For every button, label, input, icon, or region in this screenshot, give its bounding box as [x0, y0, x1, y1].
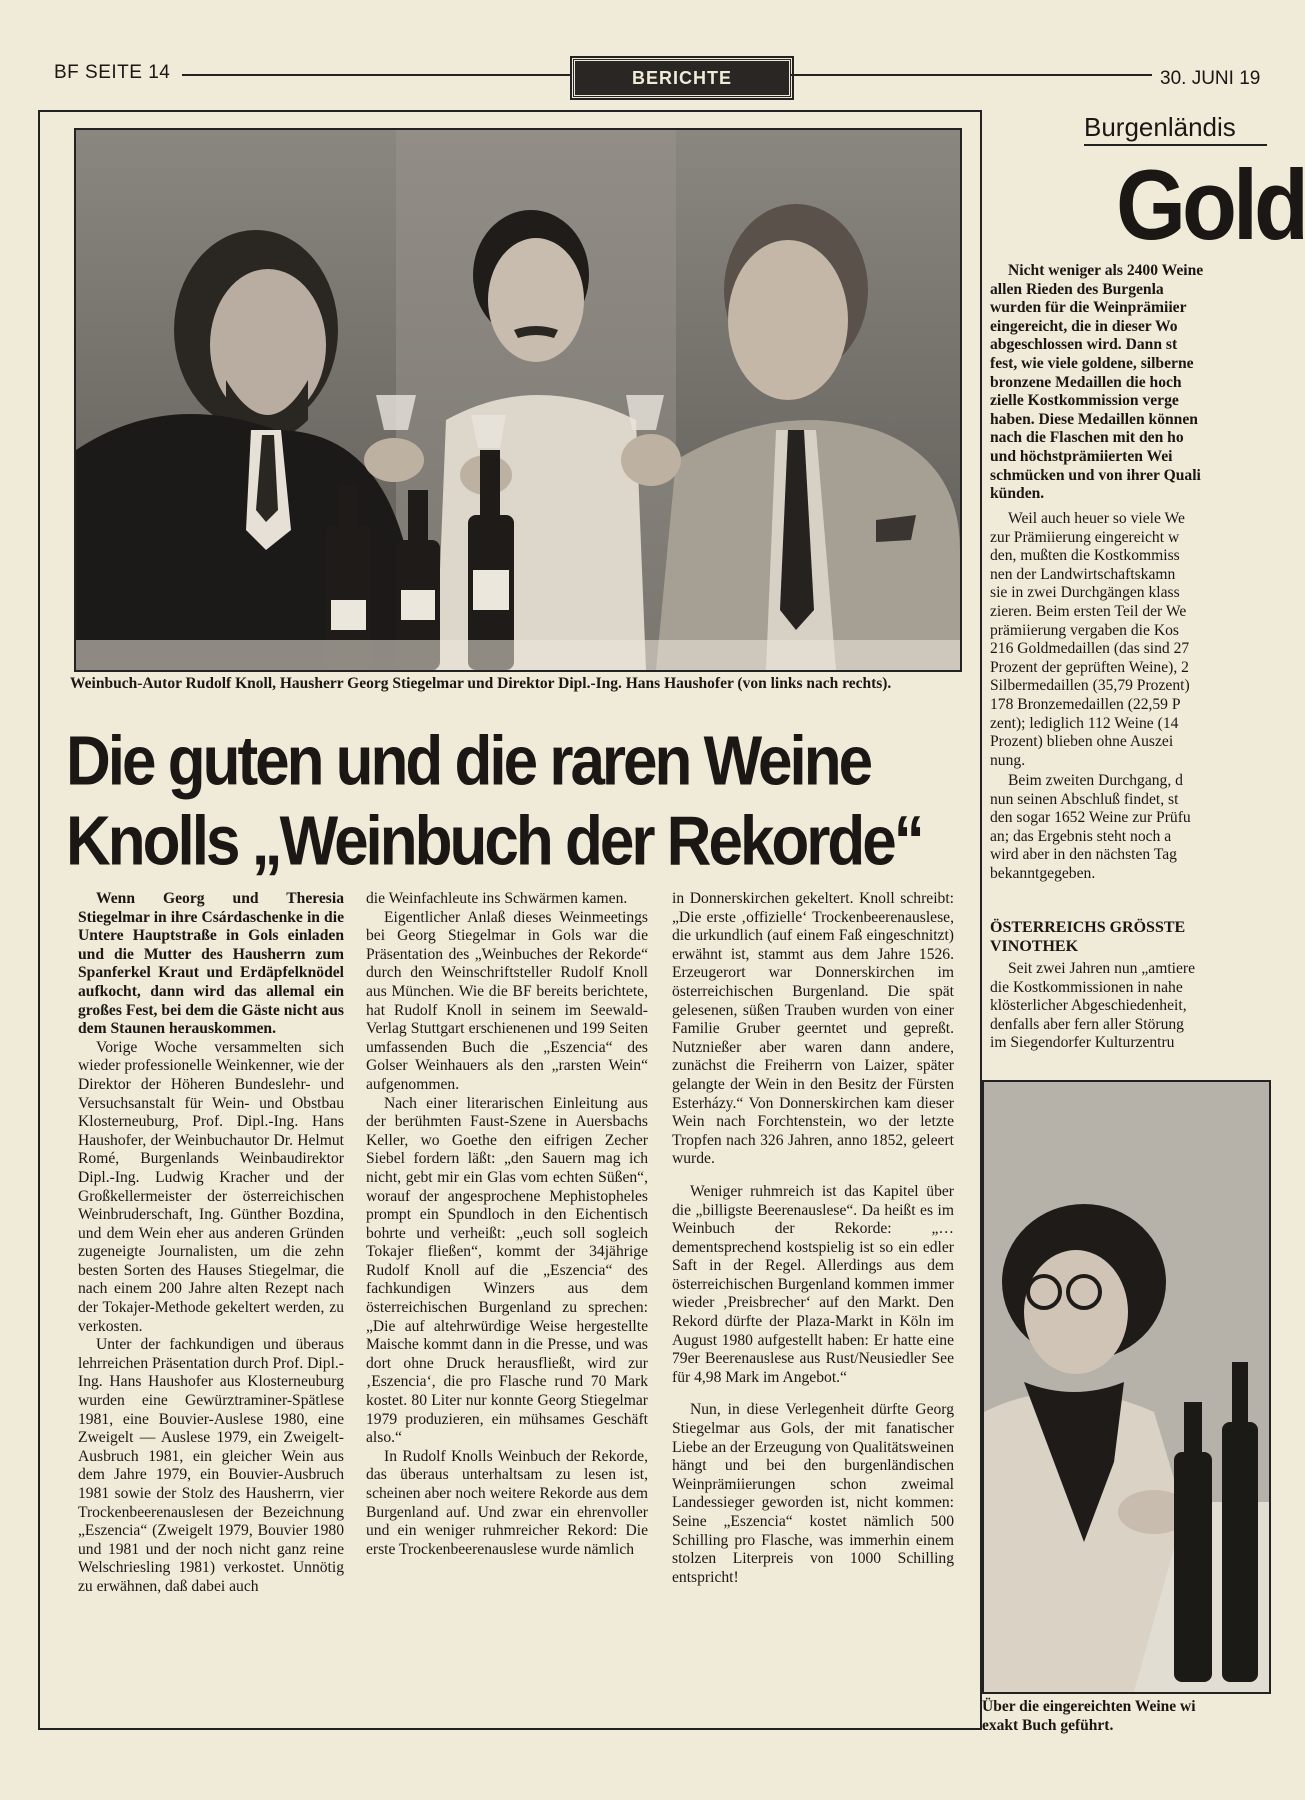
subhead-line-1: ÖSTERREICHS GRÖSSTE: [990, 919, 1186, 936]
text-line: schmücken und von ihrer Quali: [990, 466, 1201, 484]
text-line: zur Prämiierung eingereicht w: [990, 528, 1180, 546]
text-line: nen der Landwirtschaftskamn: [990, 565, 1176, 583]
text-line: den, mußten die Kostkommiss: [990, 547, 1180, 565]
right-article-paragraph-2: [990, 510, 1267, 770]
paragraph: Weniger ruhmreich ist das Kapitel über die „billigste Beerenauslese“. Da heißt es im Weinbuch der Rekorde: „…dementsprechend kostspielig ist so ein edler Saft in der Regel. Allerdings aus dem österreichischen Burgenland kommen immer wieder ‚Preisbrecher‘ auf den Markt. Den Rekord dürfte der Plaza-Markt in Köln im August 1980 aufgestellt haben: Er hatte eine 79er Beerenauslese aus Rust/Neusiedler See für 4,98 Mark im Angebot.“: [672, 1182, 954, 1386]
body-column-1: [78, 890, 344, 1597]
header-rule-right: [790, 74, 1152, 76]
paragraph: Wenn Georg und Theresia Stiegelmar in ihre Csárdaschenke in die Untere Hauptstraße in Gols einladen und die Mutter des Hausherrn zum Spanferkel Kraut und Erdäpfelknödel aufkocht, dann wird das allemal ein großes Fest, bei dem die Gäste nicht aus dem Staunen herauskommen.: [78, 890, 344, 1038]
text-line: fest, wie viele goldene, silberne: [990, 354, 1194, 372]
paragraph: die Weinfachleute ins Schwärmen kamen.: [366, 890, 628, 907]
text-line: wurden für die Weinprämiier: [990, 299, 1187, 317]
paragraph: in Donnerskirchen gekeltert. Knoll schreibt: „Die erste ‚offizielle‘ Trockenbeerenauslese, die urkundlich (auf einem Faß eingeschnitzt) erwähnt ist, stammt aus dem Jahre 1526. Erzeugerort war Donnerskirchen im österreichischen Burgenland. Die spät gelesenen, süßen Trauben wurden von einer Familie Gruber geerntet und gepreßt. Nutznießer aber waren dann andere, zunächst die Freiherrn von Laizer, später gelangte der Wein in den Besitz der Fürsten Esterházy.“ Von Donnerskirchen kam dieser Wein nach Forchtenstein, wo der letzte Tropfen nach 326 Jahren, anno 1852, geleert wurde.: [672, 890, 954, 1168]
text-line: Beim zweiten Durchgang, d: [1008, 772, 1183, 789]
paragraph: In Rudolf Knolls Weinbuch der Rekorde, das überaus unterhaltsam zu lesen ist, scheinen aber noch weitere Rekorde aus dem Burgenland auf. Und zwar ein ehrenvoller und ein weniger ruhmreicher Rekord: Die erste Trockenbeerenauslese wurde nämlich: [366, 1447, 648, 1558]
text-line: bekanntgegeben.: [990, 864, 1096, 882]
header-rule-left: [182, 74, 570, 76]
text-line: nun seinen Abschluß findet, st: [990, 790, 1179, 808]
text-line: Prozent der geprüften Weine), 2: [990, 658, 1189, 676]
page-number-label: BF SEITE 14: [54, 62, 171, 83]
right-photo-caption-line-2: exakt Buch geführt.: [982, 1717, 1114, 1734]
text-line: nung.: [990, 751, 1026, 769]
text-line: allen Rieden des Burgenla: [990, 280, 1164, 298]
text-line: Weil auch heuer so viele We: [1008, 510, 1185, 527]
text-line: bronzene Medaillen die hoch: [990, 373, 1182, 391]
text-line: Nicht weniger als 2400 Weine: [1008, 262, 1204, 279]
subhead-line-2: VINOTHEK: [990, 938, 1079, 955]
right-article-paragraph-3: [990, 772, 1267, 884]
text-line: 178 Bronzemedaillen (22,59 P: [990, 695, 1181, 713]
right-article-paragraph-4: [990, 960, 1267, 1053]
text-line: künden.: [990, 485, 1045, 503]
right-article-lead: [990, 262, 1267, 504]
text-line: die Kostkommissionen in nahe: [990, 978, 1183, 996]
text-line: zielle Kostkommission verge: [990, 392, 1179, 410]
headline-line-2: Knolls „Weinbuch der Rekorde“: [66, 803, 922, 881]
text-line: im Siegendorfer Kulturzentru: [990, 1034, 1175, 1052]
paragraph: Unter der fachkundigen und überaus lehrreichen Präsentation durch Prof. Dipl.-Ing. Hans Haushofer aus Klosterneuburg wurden eine Gewürztraminer-Spätlese 1981, eine Bouvier-Auslese 1980, eine Zweigelt — Auslese 1979, ein Zweigelt-Ausbruch 1981, ein gleicher Wein aus dem Jahre 1979, ein Bouvier-Ausbruch 1981 sowie der Stolz des Hausherrn, vier Trockenbeerenauslesen der Bezeichnung „Eszencia“ (Zweigelt 1979, Bouvier 1980 und 1981 und der noch nicht ganz reine Welschriesling 1981) verkostet. Unnötig zu erwähnen, daß dabei auch: [78, 1336, 344, 1595]
paragraph: Nun, in diese Verlegenheit dürfte Georg Stiegelmar aus Gols, der mit fanatischer Liebe an der Erzeugung von Qualitätsweinen hängt und bei den burgenländischen Weinprämiierungen schon zweimal Landessieger geworden ist, nicht kommen: Seine „Eszencia“ kostet nämlich 500 Schilling pro Flasche, was immerhin einem stolzen Literpreis von 1000 Schilling entspricht!: [672, 1401, 954, 1586]
text-line: Prozent) blieben ohne Auszei: [990, 733, 1174, 751]
text-line: sie in zwei Durchgängen klass: [990, 584, 1180, 602]
right-photo-image: [984, 1082, 1269, 1692]
headline-line-1: Die guten und die raren Weine: [66, 723, 871, 801]
text-line: 216 Goldmedaillen (das sind 27: [990, 640, 1190, 658]
text-line: und höchstprämiierten Wei: [990, 447, 1173, 465]
main-photo: [74, 128, 962, 672]
text-line: Seit zwei Jahren nun „amtiere: [1008, 960, 1196, 977]
text-line: abgeschlossen wird. Dann st: [990, 336, 1178, 354]
text-line: haben. Diese Medaillen können: [990, 410, 1198, 428]
text-line: zent); lediglich 112 Weine (14: [990, 714, 1179, 732]
right-photo-caption-line-1: Über die eingereichten Weine wi: [982, 1698, 1196, 1715]
right-photo-caption: [982, 1697, 1267, 1735]
right-photo: [982, 1080, 1271, 1694]
text-line: prämiierung vergaben die Kos: [990, 621, 1179, 639]
text-line: den sogar 1652 Weine zur Prüfu: [990, 809, 1191, 827]
right-article-headline: Gold: [1116, 151, 1305, 262]
body-column-2: [366, 890, 648, 1559]
paragraph: Eigentlicher Anlaß dieses Weinmeetings bei Georg Stiegelmar in Gols war die Präsentation des „Weinbuches der Rekorde“ durch den Weinschriftsteller Rudolf Knoll aus München. Wie die BF bereits berichtete, hat Rudolf Knoll in seinem im Seewald-Verlag Stuttgart erschienenen und 199 Seiten umfassenden Buch die „Eszencia“ des Golser Weinhauers als den „rarsten Wein“ aufgenommen.: [366, 908, 648, 1093]
body-column-3: [672, 890, 954, 1587]
text-line: Silbermedaillen (35,79 Prozent): [990, 677, 1190, 695]
text-line: eingereicht, die in dieser Wo: [990, 317, 1178, 335]
section-badge: BERICHTE: [572, 58, 792, 98]
right-article-subhead: [990, 918, 1185, 956]
paragraph: Nach einer literarischen Einleitung aus der berühmten Faust-Szene in Auersbachs Keller, wo Goethe den eifrigen Zecher Siebel fordern läßt: „den Sauern mag ich nicht, gebt mir ein Glas vom echten Süßen“, worauf der angesprochene Mephistopheles prompt ein Spundloch in den Eichentisch bohrte und verheißt: „euch soll sogleich Tokajer fließen“, kommt der 34jährige Rudolf Knoll auf die „Eszencia“ des fachkundigen Winzers aus dem österreichischen Burgenland zu sprechen: „Die auf altehrwürdige Weise hergestellte Maische kommt dann in die Presse, und was dort ohne Druck herausfließt, wird zur ‚Eszencia‘, die pro Flasche rund 70 Mark kostet. 80 Liter nur konnte Georg Stiegelmar 1979 produzieren, ein mühsames Geschäft also.“: [366, 1094, 648, 1447]
photo-caption: Weinbuch-Autor Rudolf Knoll, Hausherr Georg Stiegelmar und Direktor Dipl.-Ing. Hans Haushofer (von links nach rechts).: [70, 675, 892, 692]
text-line: nach die Flaschen mit den ho: [990, 429, 1184, 447]
text-line: klösterlicher Abgeschiedenheit,: [990, 997, 1187, 1015]
right-kicker-rule: [1084, 144, 1267, 146]
text-line: zieren. Beim ersten Teil der We: [990, 602, 1187, 620]
issue-date: 30. JUNI 19: [1160, 68, 1261, 89]
text-line: denfalls aber fern aller Störung: [990, 1015, 1184, 1033]
right-article-kicker: Burgenländis: [1084, 112, 1236, 142]
main-photo-image: [76, 130, 960, 670]
text-line: wird aber in den nächsten Tag: [990, 846, 1177, 864]
text-line: an; das Ergebnis steht noch a: [990, 827, 1172, 845]
paragraph: Vorige Woche versammelten sich wieder professionelle Weinkenner, wie der Direktor der Höheren Bundeslehr- und Versuchsanstalt für Wein- und Obstbau Klosterneuburg, Prof. Dipl.-Ing. Hans Haushofer, der Weinbuchautor Dr. Helmut Romé, Burgenlands Weinbaudirektor Dipl.-Ing. Ludwig Kracher und der Großkellermeister der österreichischen Weinbruderschaft, Ing. Günther Bozdina, und dem Wein eher aus anderen Gründen zugeneigte Journalisten, um die zehn besten Sorten des Hauses Stiegelmar, die nach einem 200 Jahre alten Rezept nach der Tokajer-Methode gekeltert werden, zu verkosten.: [78, 1038, 344, 1335]
